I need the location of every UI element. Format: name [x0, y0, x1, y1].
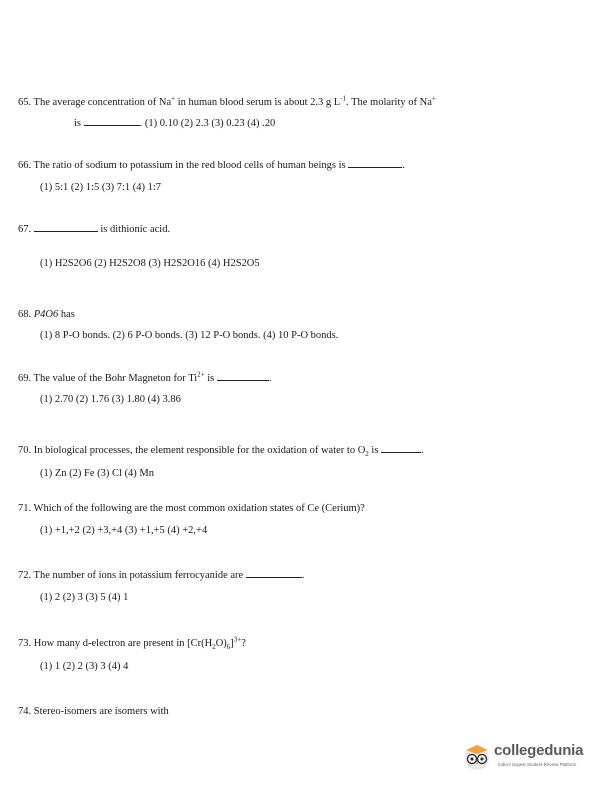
q66-text: 66. The ratio of sodium to potassium in the red blood cells of human beings is: [18, 160, 346, 171]
q73-text2: O): [215, 638, 227, 649]
question-65-line1: [18, 94, 436, 108]
q70-options: (1) Zn (2) Fe (3) Cl (4) Mn: [40, 468, 155, 479]
q68-text: has: [60, 309, 75, 320]
q66-options: (1) 5:1 (2) 1:5 (3) 7:1 (4) 1:7: [40, 182, 162, 193]
question-73: [18, 635, 246, 652]
q73-text: 73. How many d-electron are present in [Cr(H: [18, 638, 213, 649]
q69-is: is: [207, 373, 215, 384]
question-67: [18, 224, 170, 235]
question-71: 71. Which of the following are the most common oxidation states of Ce (Cerium)?: [18, 503, 365, 514]
question-68: [18, 309, 75, 320]
q71-options: (1) +1,+2 (2) +3,+4 (3) +1,+5 (4) +2,+4: [40, 525, 208, 536]
q65-text-b: in human blood serum is about 2.3 g L: [175, 97, 341, 108]
answer-blank: [84, 124, 140, 126]
answer-blank: [348, 166, 402, 168]
question-69: [18, 370, 272, 384]
q69-options: (1) 2.70 (2) 1.76 (3) 1.80 (4) 3.86: [40, 394, 181, 405]
answer-blank: [246, 576, 302, 578]
logo-tagline: India's largest Student Review Platform: [498, 762, 577, 767]
q65-options: . (1) 0.10 (2) 2.3 (3) 0.23 (4) .20: [139, 118, 276, 129]
q70-sub: 2: [365, 450, 369, 459]
logo-name: collegedunia: [494, 742, 584, 759]
q67-options-text: (1) H2S2O6 (2) H2S2O8 (3) H2S2O16 (4) H2S2O5: [40, 258, 260, 269]
q73-sub: 2: [212, 643, 216, 652]
q68-formula: P4O6: [33, 309, 59, 320]
q69-sup: 2+: [197, 370, 205, 379]
q70-end: .: [421, 445, 424, 456]
q72-options: (1) 2 (2) 3 (3) 5 (4) 1: [40, 592, 129, 603]
q72-end: .: [301, 570, 305, 581]
q67-num: 67.: [18, 224, 32, 235]
q68-num: 68.: [18, 309, 32, 320]
question-72: [18, 570, 304, 581]
q69-text: 69. The value of the Bohr Magneton for Ti: [18, 373, 198, 384]
q65-sup-a: +: [171, 94, 176, 103]
question-66: [18, 160, 405, 171]
q65-text-a: 65. The average concentration of Na: [18, 97, 172, 108]
q69-end: .: [268, 373, 272, 384]
q72-text: 72. The number of ions in potassium ferrocyanide are: [18, 570, 244, 581]
q73-text4: ?: [241, 638, 246, 649]
collegedunia-logo: [462, 738, 602, 776]
answer-blank: [381, 451, 421, 453]
q65-sup-b: -1: [340, 94, 347, 103]
answer-blank: [34, 230, 98, 232]
q70-text: 70. In biological processes, the element responsible for the oxidation of water to O: [18, 445, 366, 456]
q65-is: is: [74, 118, 82, 129]
q70-is: is: [371, 445, 379, 456]
q67-options: [40, 258, 260, 269]
q73-options: (1) 1 (2) 2 (3) 3 (4) 4: [40, 661, 129, 672]
question-74: 74. Stereo-isomers are isomers with: [18, 706, 169, 717]
q73-sub2: 6: [226, 643, 231, 652]
q65-text-c: . The molarity of Na: [346, 97, 432, 108]
q68-options: (1) 8 P-O bonds. (2) 6 P-O bonds. (3) 12 P-O bonds. (4) 10 P-O bonds.: [40, 330, 339, 341]
question-70: [18, 445, 424, 459]
answer-blank: [217, 379, 269, 381]
q67-text: is dithionic acid.: [100, 224, 171, 235]
q66-end: .: [402, 160, 405, 171]
owl-icon: [462, 742, 492, 772]
q73-text3: ]: [230, 638, 234, 649]
question-65-line2: [74, 118, 275, 129]
q73-sup: 3+: [233, 635, 242, 644]
q65-sup-c: +: [431, 94, 436, 103]
